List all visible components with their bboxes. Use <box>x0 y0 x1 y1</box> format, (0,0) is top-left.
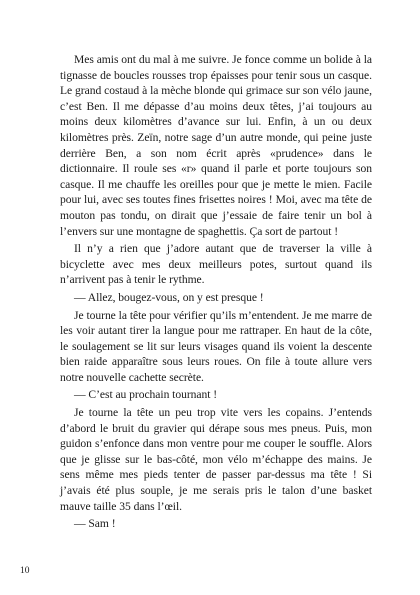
dialogue-line: — Sam ! <box>74 517 116 531</box>
dialogue-line: — Allez, bougez-vous, on y est presque ! <box>74 290 264 304</box>
paragraph: Mes amis ont du mal à me suivre. Je fonce comme un bolide à la tignasse de boucles rousses trop épaisses pour tenir sous un casque. Le grand costaud à la mèche blonde qui grimace sur son vélo jaune, c’est Ben. Il me dépasse d’au moins deux têtes, j’ai toujours au moins deux kilomètres d’avance sur lui. Enfin, à un ou deux kilomètres près. Zeïn, notre sage d’un autre monde, qui peine juste derrière Ben, a son nom écrit après «prudence» dans le dictionnaire. Il roule ses «r» quand il parle et porte toujours son casque. Il me chauffe les oreilles pour que je mette le mien. Facile pour lui, avec ses toutes fines frisettes noires ! Moi, avec ma tête de mouton pas tondu, on dirait que j’essaie de faire tenir un bol à l’envers sur une montagne de spaghettis. Ça sort de partout ! <box>60 53 372 238</box>
dialogue-line: — C’est au prochain tournant ! <box>74 388 218 402</box>
paragraph: Je tourne la tête un peu trop vite vers les copains. J’entends d’abord le bruit du gravier qui dérape sous mes pneus. Puis, mon guidon s’enfonce dans mon ventre pour me couper le souffle. Alors que je glisse sur le bas-côté, mon vélo m’échappe des mains. Je sens même mes pieds tenter de passer par-dessus ma tête ! Si j’avais été plus souple, je me serais pris le talon d’une basket mauve taille 35 dans l’œil. <box>60 406 372 513</box>
body-text <box>60 52 372 532</box>
paragraph: Il n’y a rien que j’adore autant que de traverser la ville à bicyclette avec mes deux meilleurs potes, surtout quand ils n’arrivent pas à tenir le rythme. <box>60 242 372 287</box>
paragraph: Je tourne la tête pour vérifier qu’ils m’entendent. Je me marre de les voir autant tirer la langue pour me rattraper. En haut de la côte, le soulagement se lit sur leurs visages quand ils voient la descente bien raide apparaître sous leurs roues. On file à toute allure vers notre nouvelle cachette secrète. <box>60 308 372 384</box>
page-number: 10 <box>20 566 30 576</box>
